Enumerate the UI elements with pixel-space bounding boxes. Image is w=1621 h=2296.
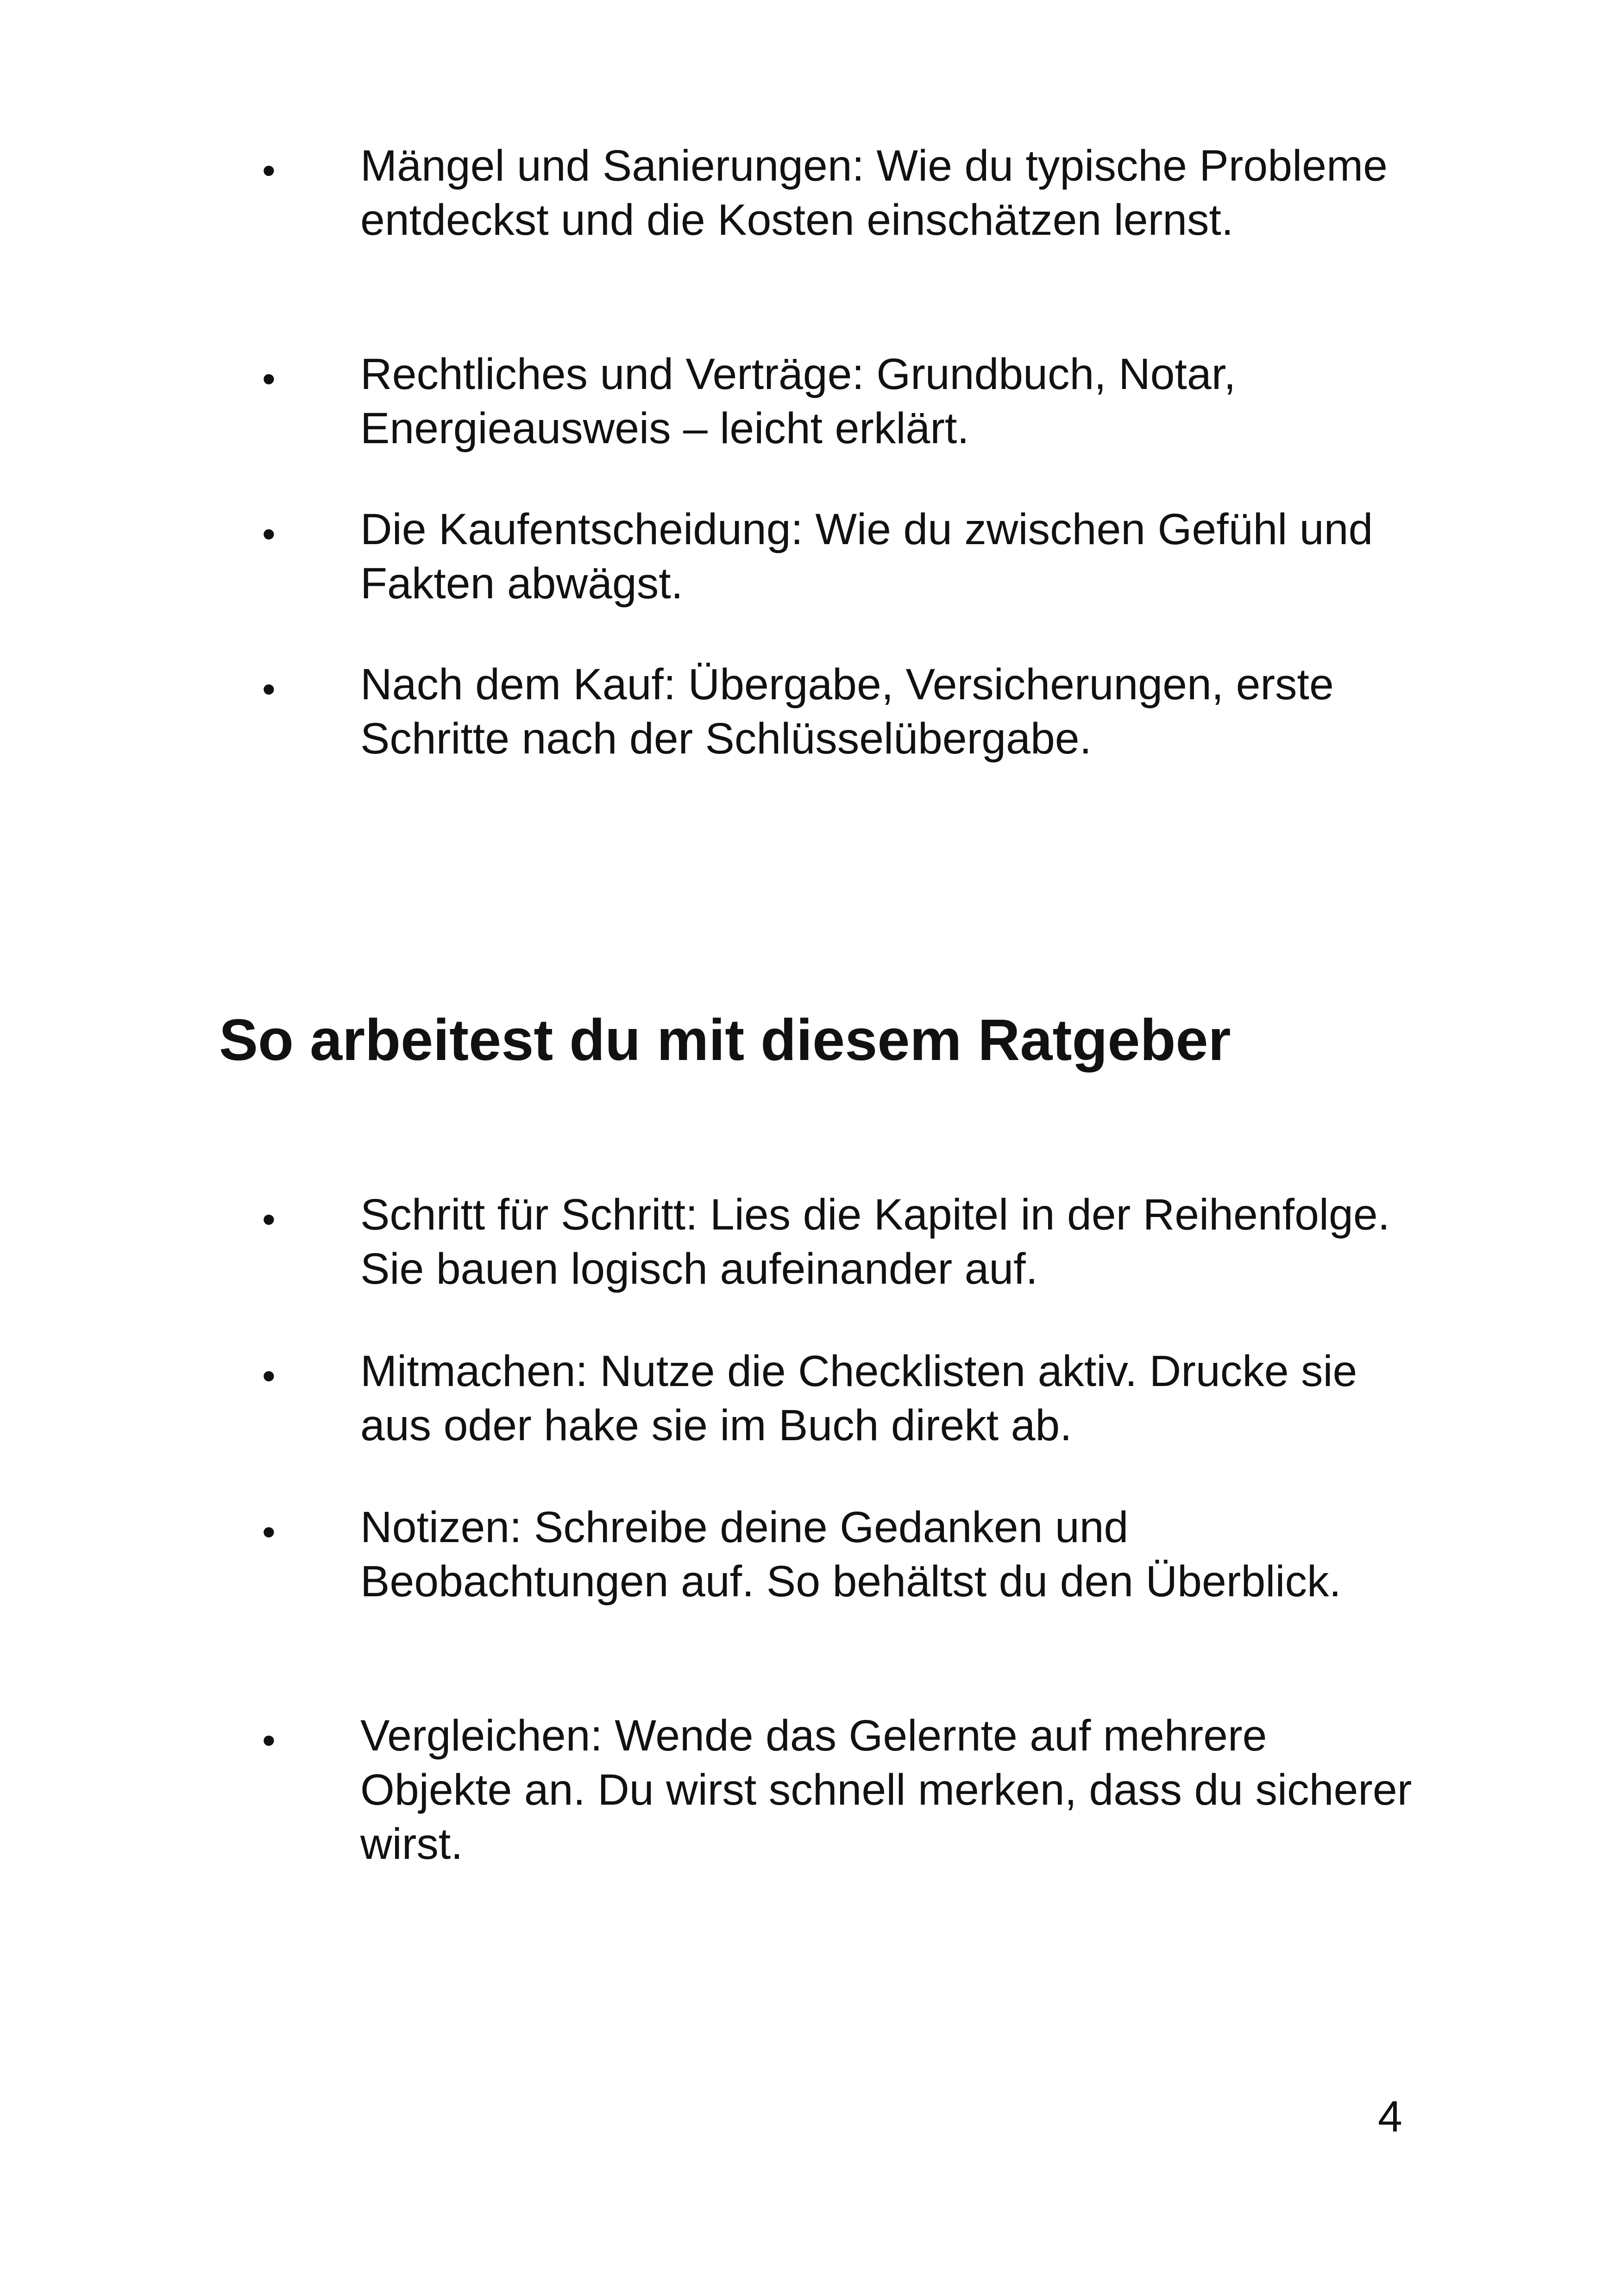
list-item-text: Nach dem Kauf: Übergabe, Versicherungen, erste Schritte nach der Schlüsselübergabe. [360, 660, 1334, 763]
bullet-icon: • [262, 513, 276, 555]
list-item-text: Schritt für Schritt: Lies die Kapitel in der Reihenfolge. Sie bauen logisch aufeinander auf. [360, 1190, 1390, 1293]
bullet-icon: • [262, 358, 276, 400]
list-item-text: Notizen: Schreibe deine Gedanken und Beobachtungen auf. So behältst du den Überblick. [360, 1503, 1341, 1606]
list-item-text: Die Kaufentscheidung: Wie du zwischen Gefühl und Fakten abwägst. [360, 505, 1373, 608]
list-item-text: Mitmachen: Nutze die Checklisten aktiv. Drucke sie aus oder hake sie im Buch direkt ab. [360, 1347, 1357, 1450]
page-number: 4 [1378, 2092, 1402, 2141]
bullet-icon: • [262, 668, 276, 710]
section-heading: So arbeitest du mit diesem Ratgeber [219, 1007, 1231, 1073]
list-item-text: Rechtliches und Verträge: Grundbuch, Notar, Energieausweis – leicht erklärt. [360, 350, 1236, 453]
bullet-icon: • [262, 1198, 276, 1241]
list-item-text: Vergleichen: Wende das Gelernte auf mehrere Objekte an. Du wirst schnell merken, dass du sicherer wirst. [360, 1711, 1412, 1869]
bullet-icon: • [262, 1355, 276, 1397]
bullet-icon: • [262, 150, 276, 192]
list-item-text: Mängel und Sanierungen: Wie du typische Probleme entdeckst und die Kosten einschätzen lernst. [360, 141, 1388, 245]
bullet-icon: • [262, 1719, 276, 1762]
bullet-icon: • [262, 1511, 276, 1553]
